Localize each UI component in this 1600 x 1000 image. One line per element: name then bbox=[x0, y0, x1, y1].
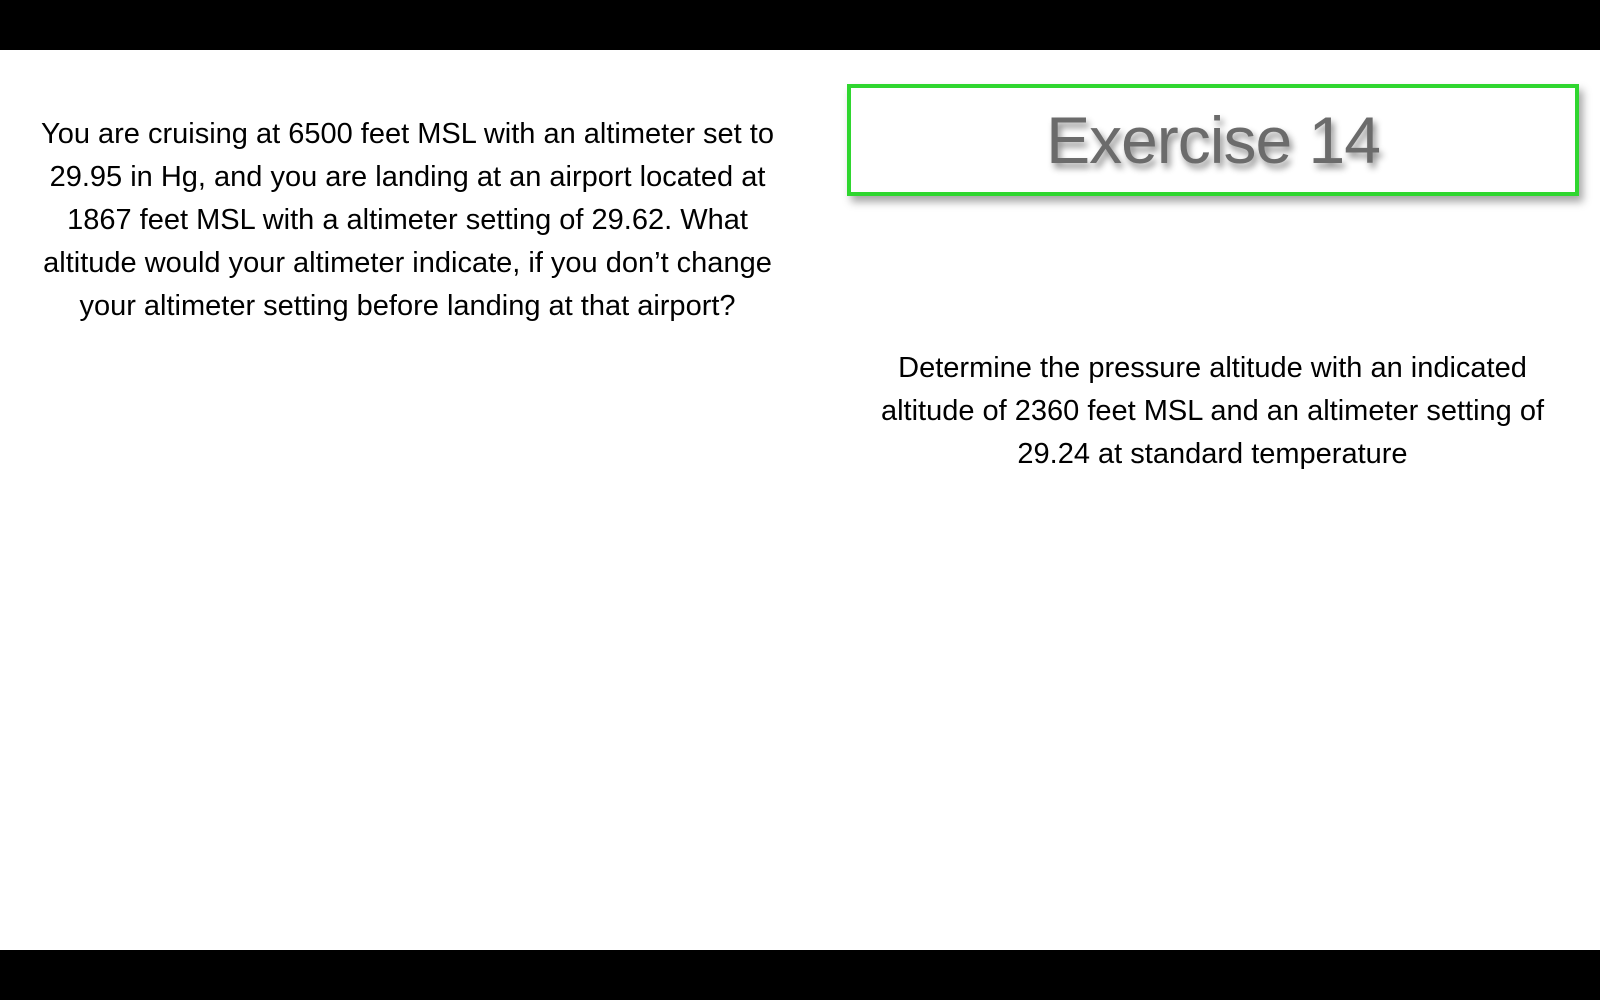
letterbox-bottom bbox=[0, 950, 1600, 1000]
title-box bbox=[847, 84, 1579, 196]
question-left-text: You are cruising at 6500 feet MSL with an altimeter set to 29.95 in Hg, and you are landing at an airport located at 1867 feet MSL with a altimeter setting of 29.62. What altitude would your altimeter indicate, if you don’t change your altimeter setting before landing at that airport? bbox=[41, 118, 774, 322]
slide bbox=[0, 50, 1600, 950]
question-right-text: Determine the pressure altitude with an indicated altitude of 2360 feet MSL and an altimeter setting of 29.24 at standard temperature bbox=[880, 352, 1545, 470]
letterbox-top bbox=[0, 0, 1600, 50]
slide-title: Exercise 14 bbox=[1046, 103, 1380, 177]
